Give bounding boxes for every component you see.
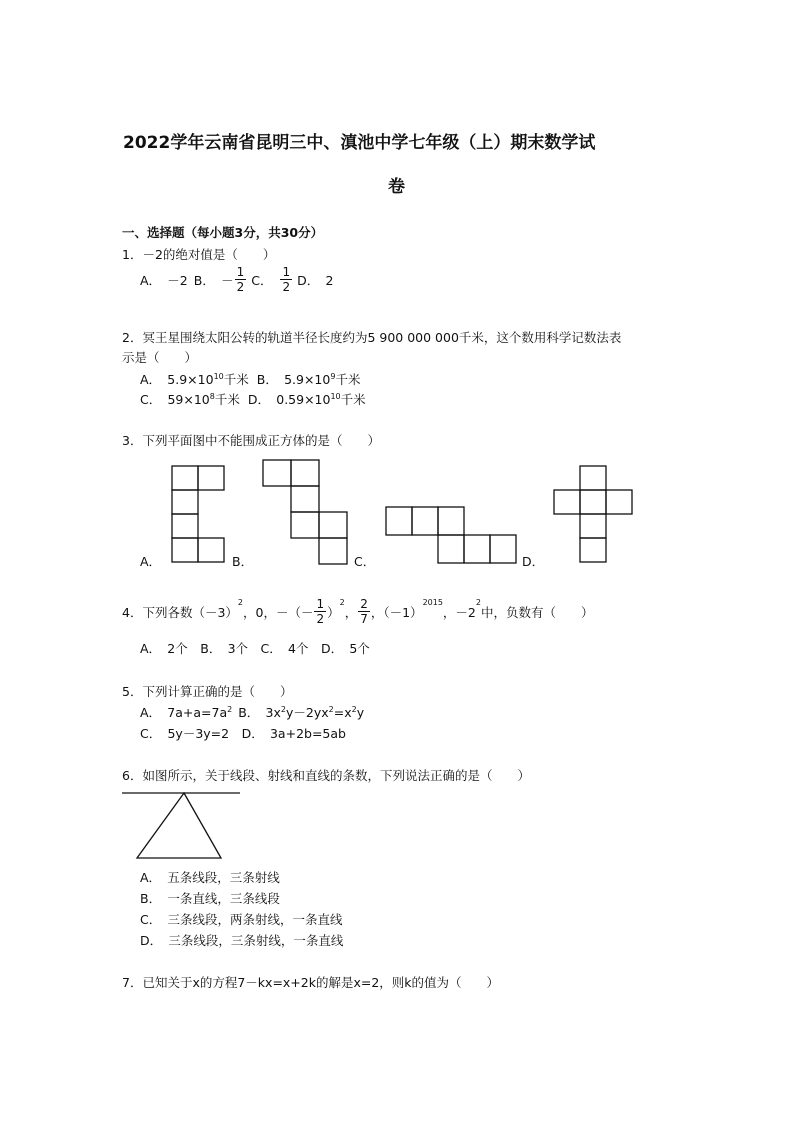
q1-option-b-fraction: $\frac{1}{2}$ <box>236 265 245 294</box>
q1-option-c-prefix: C． <box>251 272 273 288</box>
question-5-stem: 5．下列计算正确的是（ ） <box>122 684 293 699</box>
q6-option-c: C． 三条线段，两条射线，一条直线 <box>140 912 343 927</box>
q1-option-c-fraction: $\frac{1}{2}$ <box>282 265 291 294</box>
page-title: 2022学年云南省昆明三中、滇池中学七年级（上）期末数学试 <box>123 133 596 153</box>
q6-triangle <box>137 793 221 858</box>
q3-label-a: A． <box>140 554 162 569</box>
q2-option-d-exponent: 10 <box>330 391 341 401</box>
page-title-continued: 卷 <box>388 177 405 197</box>
question-4-options: A． 2个 B． 3个 C． 4个 D． 5个 <box>140 641 370 656</box>
q5-option-b-mid: y－2yx <box>286 705 329 720</box>
q5-option-b-mid2: =x <box>333 705 352 720</box>
q4-text-7: 中，负数有（ ） <box>480 604 594 620</box>
q6-option-d: D． 三条线段，三条射线，一条直线 <box>140 933 344 948</box>
question-5-options-cd: C． 5y－3y=2 D． 3a+2b=5ab <box>140 726 346 741</box>
q3-label-c: C． <box>354 554 376 569</box>
q4-exp-3: 2015 <box>422 598 443 607</box>
q2-option-b-unit: 千米 <box>335 372 361 387</box>
q1-option-b-prefix: B． － <box>193 272 234 288</box>
q5-option-b-exp-2: 2 <box>328 704 334 714</box>
q2-option-a: A． 5.9×10 <box>140 372 214 387</box>
q5-option-a-exp: 2 <box>227 704 233 714</box>
q5-option-b-exp-1: 2 <box>280 704 286 714</box>
q2-option-c: C． 59×10 <box>140 392 210 407</box>
q2-option-c-exponent: 8 <box>209 391 215 401</box>
q2-option-b-exponent: 9 <box>330 371 336 381</box>
q4-exp-1: 2 <box>237 598 243 607</box>
q3-label-d: D． <box>522 554 545 569</box>
section-heading: 一、选择题（每小题3分，共30分） <box>122 225 324 240</box>
q4-exp-4: 2 <box>475 598 481 607</box>
q5-option-a: A． 7a+a=7a <box>140 705 228 720</box>
q1-option-a: A． －2 <box>140 272 188 288</box>
question-7-stem: 7．已知关于x的方程7－kx=x+2k的解是x=2，则k的值为（ ） <box>122 975 500 990</box>
question-3-stem: 3．下列平面图中不能围成正方体的是（ ） <box>122 433 380 448</box>
question-1-stem: 1．－2的绝对值是（ ） <box>122 247 276 262</box>
q6-option-b: B． 一条直线，三条线段 <box>140 891 280 906</box>
q1-option-d: D． 2 <box>297 272 334 288</box>
q4-text-6: ，－2 <box>442 604 476 620</box>
q2-option-c-unit: 千米 <box>214 392 240 407</box>
q2-option-d-unit: 千米 <box>340 392 366 407</box>
q6-option-a: A． 五条线段，三条射线 <box>140 870 280 885</box>
q5-option-b-end: y <box>356 705 365 720</box>
question-2-stem-line1: 2．冥王星围绕太阳公转的轨道半径长度约为5 900 000 000千米，这个数用科学记数法表 <box>122 330 622 345</box>
q4-text-3: ） <box>327 604 340 620</box>
q4-text-2: ，0，－（－ <box>243 604 314 620</box>
q2-option-d: D． 0.59×10 <box>247 392 331 407</box>
q4-fraction-2: $\frac{2}{7}$ <box>360 597 368 626</box>
q5-option-b: B． 3x <box>238 705 281 720</box>
q4-exp-2: 2 <box>339 598 345 607</box>
question-2-stem-line2: 示是（ ） <box>122 350 198 365</box>
question-6-stem: 6．如图所示，关于线段、射线和直线的条数，下列说法正确的是（ ） <box>122 768 530 783</box>
q2-option-b: B． 5.9×10 <box>256 372 331 387</box>
q3-label-b: B． <box>232 554 254 569</box>
q2-option-a-exponent: 10 <box>213 371 224 381</box>
q4-text-5: ，（－1） <box>370 604 423 620</box>
q4-text-4: ， <box>344 604 358 620</box>
q2-option-a-unit: 千米 <box>223 372 249 387</box>
q4-text-1: 4．下列各数（－3） <box>122 604 238 620</box>
q5-option-b-exp-3: 2 <box>351 704 357 714</box>
q4-fraction-1: $\frac{1}{2}$ <box>316 597 325 626</box>
